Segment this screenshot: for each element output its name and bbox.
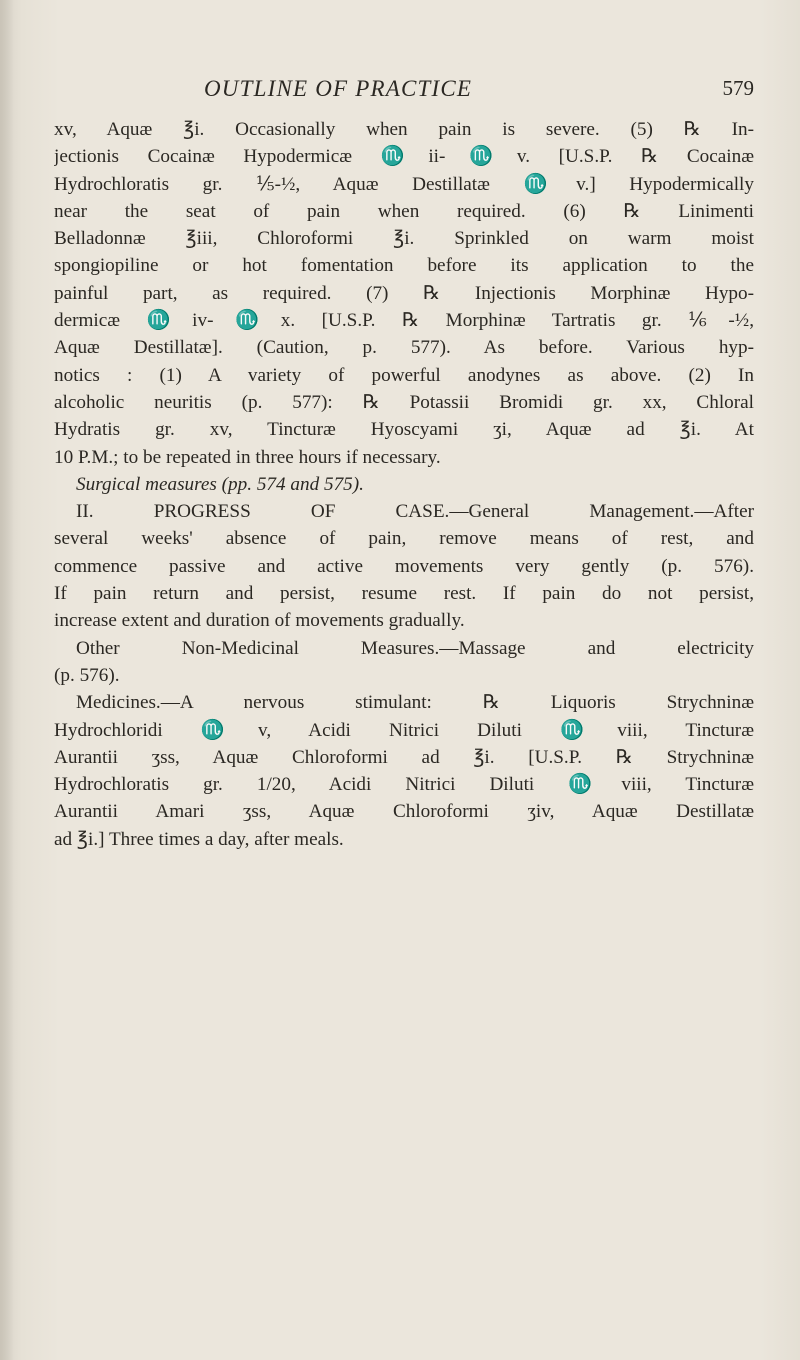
text-line: xv, Aquæ ℥i. Occasionally when pain is severe. (5) ℞ In- <box>54 119 754 140</box>
section-heading-medicines: Medicines.—A nervous stimulant: ℞ Liquoris Strychninæ <box>76 692 754 714</box>
text-line: Belladonnæ ℥iii, Chloroformi ℥i. Sprinkled on warm moist <box>54 228 754 250</box>
text-line: ad ℥i.] Three times a day, after meals. <box>54 828 344 850</box>
text-line: several weeks' absence of pain, remove means of rest, and <box>54 528 754 550</box>
text-line: Aurantii Amari ʒss, Aquæ Chloroformi ʒiv, Aquæ Destillatæ <box>54 801 754 823</box>
text-line: near the seat of pain when required. (6) ℞ Linimenti <box>54 200 754 222</box>
text-line: Hydratis gr. xv, Tincturæ Hyoscyami ʒi, Aquæ ad ℥i. At <box>54 419 754 441</box>
section-heading-non-medicinal-measures: Other Non-Medicinal Measures.—Massage and electricity <box>76 637 754 659</box>
text-line: notics : (1) A variety of powerful anodynes as above. (2) In <box>54 364 754 386</box>
text-line: Hydrochloratis gr. ⅕-½, Aquæ Destillatæ ♏v.] Hypodermically <box>54 173 754 195</box>
text-line: 10 P.M.; to be repeated in three hours if necessary. <box>54 446 441 468</box>
text-line: spongiopiline or hot fomentation before its application to the <box>54 255 754 277</box>
section-heading-progress-of-case: II. PROGRESS OF CASE.—General Management.—After <box>76 501 754 523</box>
text-line: painful part, as required. (7) ℞ Injectionis Morphinæ Hypo- <box>54 282 754 304</box>
text-line: (p. 576). <box>54 664 120 686</box>
text-line: increase extent and duration of movements gradually. <box>54 610 465 632</box>
page-header <box>54 76 754 106</box>
text-line: Hydrochloridi ♏v, Acidi Nitrici Diluti ♏viii, Tincturæ <box>54 719 754 741</box>
page-number: 579 <box>722 76 754 100</box>
text-line: If pain return and persist, resume rest. If pain do not persist, <box>54 583 754 605</box>
text-line: dermicæ ♏iv-♏x. [U.S.P. ℞ Morphinæ Tartratis gr. ⅙-½, <box>54 310 754 332</box>
body-text <box>54 116 754 853</box>
text-line: Aurantii ʒss, Aquæ Chloroformi ad ℥i. [U.S.P. ℞ Strychninæ <box>54 746 754 768</box>
running-title: OUTLINE OF PRACTICE <box>204 76 473 101</box>
section-heading-surgical-measures: Surgical measures (pp. 574 and 575). <box>76 473 364 495</box>
text-line: jectionis Cocainæ Hypodermicæ ♏ii-♏v. [U.S.P. ℞ Cocainæ <box>54 146 754 168</box>
gutter-shadow <box>0 0 14 1360</box>
text-line: alcoholic neuritis (p. 577): ℞ Potassii Bromidi gr. xx, Chloral <box>54 391 754 413</box>
text-line: Aquæ Destillatæ]. (Caution, p. 577). As before. Various hyp- <box>54 337 754 359</box>
text-line: Hydrochloratis gr. 1/20, Acidi Nitrici Diluti ♏viii, Tincturæ <box>54 774 754 796</box>
text-line: commence passive and active movements very gently (p. 576). <box>54 555 754 577</box>
